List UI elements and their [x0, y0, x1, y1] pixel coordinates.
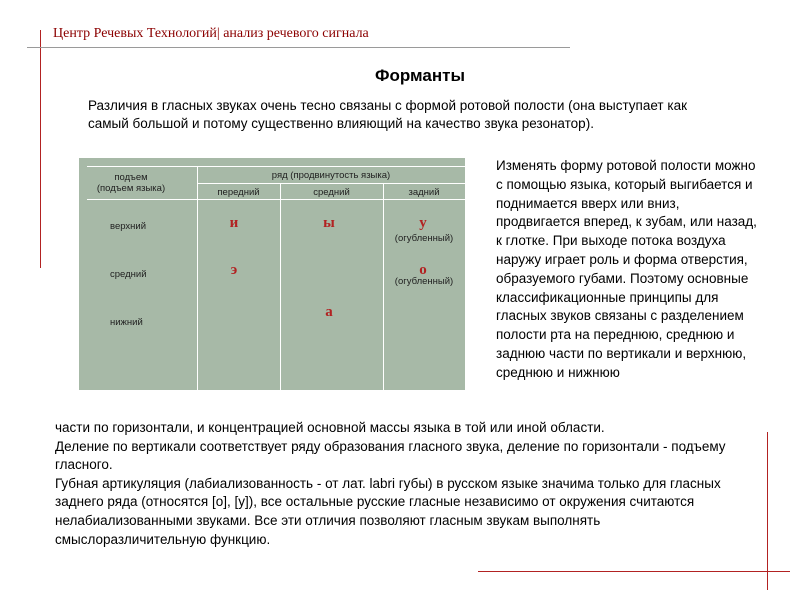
- row-label-high: верхний: [110, 221, 147, 232]
- vowel-o-note: (огубленный): [394, 276, 454, 287]
- vowel-u: у: [419, 215, 427, 231]
- table-line: [87, 199, 465, 200]
- vowel-y: ы: [323, 215, 335, 231]
- vowel-o: о: [419, 262, 427, 278]
- vowel-a: а: [325, 304, 333, 320]
- column-header-back: задний: [408, 187, 440, 198]
- table-line: [280, 183, 281, 390]
- vowel-classification-table: [79, 158, 465, 390]
- column-header-mid: средний: [313, 187, 350, 198]
- vowel-i: и: [229, 215, 239, 231]
- bottom-paragraph-line-3: Губная артикуляция (лабиализованность - от лат. labri губы) в русском языке значима только для гласных заднего ряда (относятся [о], [у]), все остальные русские гласные независимо от окружения считаются нелабиализованными звуками. Все эти отличия позволяют гласным звукам выполнять смыслоразличительную функцию.: [55, 475, 721, 547]
- slide-header: Центр Речевых Технологий| анализ речевого сигнала: [53, 26, 369, 41]
- header-horizontal-rule: [27, 47, 570, 48]
- vowel-e: э: [230, 262, 238, 278]
- slide-title: Форманты: [375, 66, 465, 85]
- vowel-u-note: (огубленный): [394, 233, 454, 244]
- bottom-paragraph-line-2: Деление по вертикали соответствует ряду образования гласного звука, деление по горизонтали - подъему гласного.: [55, 438, 726, 473]
- bottom-paragraph-line-1: части по горизонтали, и концентрацией основной массы языка в той или иной области.: [55, 420, 605, 435]
- footer-horizontal-rule: [478, 571, 790, 572]
- right-column-paragraph: Изменять форму ротовой полости можно с помощью языка, который выгибается и поднимается вверх или вниз, продвигается вперед, к зубам, или назад, к глотке. При выходе потока воздуха наружу играет роль и форма отверстия, образуемого губами. Поэтому основные классификационные принципы для гласных звуков связаны с разделением полости рта на переднюю, среднюю и заднюю части по вертикали и верхнюю, среднюю и нижнюю: [496, 158, 757, 380]
- bottom-paragraph: [55, 419, 745, 549]
- table-line: [197, 166, 198, 390]
- table-line: [197, 183, 465, 184]
- table-line: [87, 166, 465, 167]
- intro-paragraph: Различия в гласных звуках очень тесно связаны с формой ротовой полости (она выступает как самый большой и потому существенно влияющий на качество звука резонатор).: [88, 98, 687, 131]
- column-header-front: передний: [217, 187, 260, 198]
- row-label-mid: средний: [110, 269, 147, 280]
- height-header: подъем (подъем языка): [96, 172, 166, 194]
- row-header: ряд (продвинутость языка): [271, 170, 391, 181]
- row-label-low: нижний: [110, 317, 143, 328]
- footer-vertical-rule: [767, 432, 768, 590]
